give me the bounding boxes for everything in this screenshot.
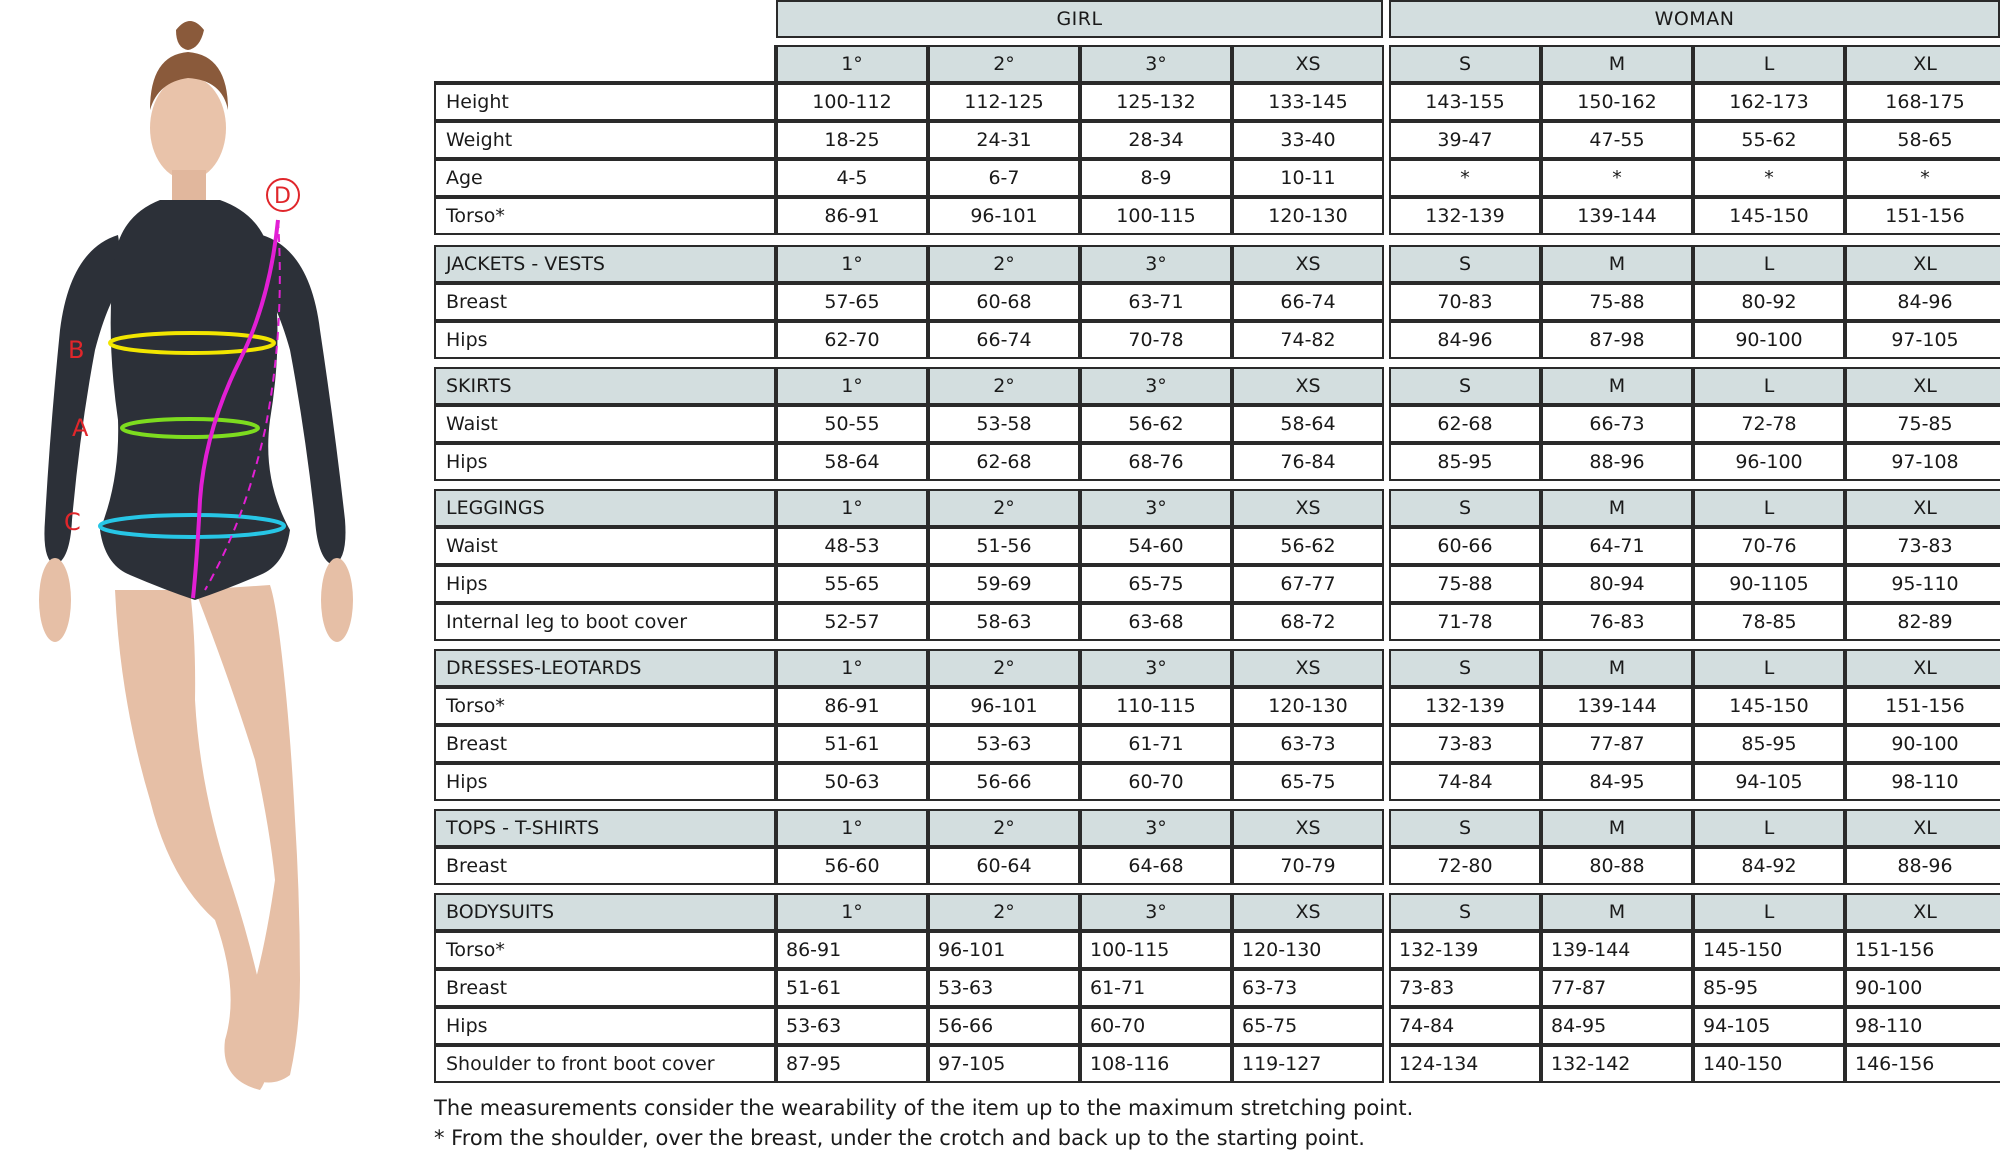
value-cell: 95-110 [1845,565,2000,603]
value-cell: 73-83 [1845,527,2000,565]
size-header: XL [1845,649,2000,687]
size-header: 3° [1080,489,1232,527]
value-cell: 84-96 [1389,321,1541,359]
value-cell: 61-71 [1080,969,1232,1007]
value-cell: 74-82 [1232,321,1384,359]
value-cell: 94-105 [1693,1007,1845,1045]
size-header: S [1389,45,1541,83]
value-cell: 120-130 [1232,197,1384,235]
value-cell: 28-34 [1080,121,1232,159]
size-header: M [1541,489,1693,527]
value-cell: 97-105 [928,1045,1080,1083]
model-neck [172,170,206,200]
value-cell: 146-156 [1845,1045,2000,1083]
value-cell: 145-150 [1693,931,1845,969]
size-header: 2° [928,893,1080,931]
value-cell: 51-56 [928,527,1080,565]
value-cell: 51-61 [776,969,928,1007]
size-header: M [1541,245,1693,283]
row-label: Hips [434,763,776,801]
value-cell: 48-53 [776,527,928,565]
value-cell: 145-150 [1693,687,1845,725]
value-cell: 66-73 [1541,405,1693,443]
value-cell: 76-84 [1232,443,1384,481]
value-cell: 52-57 [776,603,928,641]
value-cell: 56-66 [928,1007,1080,1045]
value-cell: 87-95 [776,1045,928,1083]
value-cell: 162-173 [1693,83,1845,121]
row-label: Breast [434,283,776,321]
value-cell: 143-155 [1389,83,1541,121]
value-cell: 139-144 [1541,197,1693,235]
size-header: L [1693,367,1845,405]
marker-a: A [72,414,89,442]
value-cell: 86-91 [776,197,928,235]
value-cell: 119-127 [1232,1045,1384,1083]
value-cell: 84-95 [1541,1007,1693,1045]
value-cell: 150-162 [1541,83,1693,121]
note-stretch: The measurements consider the wearability of the item up to the maximum stretching point. [434,1096,1414,1120]
value-cell: 77-87 [1541,969,1693,1007]
value-cell: 72-80 [1389,847,1541,885]
size-header: 3° [1080,809,1232,847]
value-cell: 59-69 [928,565,1080,603]
value-cell: 88-96 [1541,443,1693,481]
value-cell: 100-115 [1080,931,1232,969]
value-cell: 112-125 [928,83,1080,121]
size-header: 3° [1080,649,1232,687]
value-cell: 70-79 [1232,847,1384,885]
value-cell: * [1541,159,1693,197]
model-left-hand [39,558,71,642]
size-header: 2° [928,367,1080,405]
value-cell: 85-95 [1693,969,1845,1007]
section-header-label: TOPS - T-SHIRTS [434,809,776,847]
value-cell: * [1389,159,1541,197]
value-cell: 96-101 [928,197,1080,235]
row-label: Hips [434,1007,776,1045]
size-header: XL [1845,45,2000,83]
size-header: 1° [776,367,928,405]
value-cell: 61-71 [1080,725,1232,763]
value-cell: 78-85 [1693,603,1845,641]
notes [434,1093,1413,1153]
value-cell: 77-87 [1541,725,1693,763]
value-cell: 60-64 [928,847,1080,885]
size-header: L [1693,893,1845,931]
size-header: 2° [928,649,1080,687]
size-header: 1° [776,649,928,687]
size-header: 1° [776,489,928,527]
value-cell: 84-92 [1693,847,1845,885]
value-cell: 75-88 [1541,283,1693,321]
size-header: L [1693,649,1845,687]
row-label: Breast [434,725,776,763]
value-cell: 60-70 [1080,763,1232,801]
value-cell: 60-66 [1389,527,1541,565]
size-header: XS [1232,45,1384,83]
size-header: 2° [928,45,1080,83]
size-header: 2° [928,489,1080,527]
value-cell: 85-95 [1693,725,1845,763]
value-cell: 66-74 [928,321,1080,359]
value-cell: 6-7 [928,159,1080,197]
value-cell: 168-175 [1845,83,2000,121]
value-cell: 86-91 [776,931,928,969]
size-header: L [1693,45,1845,83]
value-cell: 64-68 [1080,847,1232,885]
value-cell: 133-145 [1232,83,1384,121]
group-woman: WOMAN [1389,0,2000,38]
value-cell: 74-84 [1389,763,1541,801]
marker-d: D [274,184,291,209]
size-header: L [1693,809,1845,847]
value-cell: 54-60 [1080,527,1232,565]
size-header: L [1693,489,1845,527]
value-cell: 151-156 [1845,931,2000,969]
value-cell: 62-68 [928,443,1080,481]
value-cell: 71-78 [1389,603,1541,641]
model-legs [115,585,300,1090]
value-cell: 62-68 [1389,405,1541,443]
model-figure [0,0,430,1153]
size-header: XL [1845,367,2000,405]
row-label: Breast [434,847,776,885]
size-header: M [1541,45,1693,83]
model-right-hand [321,558,353,642]
row-label: Weight [434,121,776,159]
value-cell: 56-62 [1080,405,1232,443]
size-header: XL [1845,245,2000,283]
value-cell: 96-101 [928,687,1080,725]
note-torso: * From the shoulder, over the breast, under the crotch and back up to the starting point. [434,1126,1365,1150]
row-label: Torso* [434,687,776,725]
value-cell: 72-78 [1693,405,1845,443]
row-label: Torso* [434,197,776,235]
row-label: Hips [434,321,776,359]
size-header: 1° [776,45,928,83]
value-cell: 90-100 [1845,969,2000,1007]
size-header: 3° [1080,45,1232,83]
section-header-label: JACKETS - VESTS [434,245,776,283]
value-cell: 51-61 [776,725,928,763]
size-header: M [1541,893,1693,931]
value-cell: 4-5 [776,159,928,197]
group-girl: GIRL [776,0,1383,38]
size-header: XS [1232,245,1384,283]
value-cell: 53-63 [928,725,1080,763]
value-cell: 108-116 [1080,1045,1232,1083]
size-header: M [1541,809,1693,847]
value-cell: 88-96 [1845,847,2000,885]
size-header: S [1389,809,1541,847]
value-cell: 58-64 [776,443,928,481]
size-header: 3° [1080,245,1232,283]
value-cell: 63-68 [1080,603,1232,641]
value-cell: 68-76 [1080,443,1232,481]
value-cell: 120-130 [1232,931,1384,969]
value-cell: 90-100 [1845,725,2000,763]
size-header: 3° [1080,893,1232,931]
value-cell: 100-115 [1080,197,1232,235]
value-cell: 58-63 [928,603,1080,641]
size-header: XS [1232,809,1384,847]
row-label: Hips [434,443,776,481]
value-cell: 47-55 [1541,121,1693,159]
value-cell: 98-110 [1845,763,2000,801]
value-cell: 120-130 [1232,687,1384,725]
marker-b: B [68,336,85,364]
size-header: XS [1232,649,1384,687]
section-header-label: LEGGINGS [434,489,776,527]
value-cell: 132-139 [1389,931,1541,969]
value-cell: 86-91 [776,687,928,725]
size-header: 1° [776,245,928,283]
value-cell: 64-71 [1541,527,1693,565]
value-cell: 80-88 [1541,847,1693,885]
value-cell: 68-72 [1232,603,1384,641]
row-label: Shoulder to front boot cover [434,1045,776,1083]
value-cell: 87-98 [1541,321,1693,359]
value-cell: 65-75 [1080,565,1232,603]
size-header: M [1541,367,1693,405]
size-header: XL [1845,809,2000,847]
size-header: XS [1232,367,1384,405]
value-cell: 65-75 [1232,763,1384,801]
value-cell: 56-60 [776,847,928,885]
row-label: Internal leg to boot cover [434,603,776,641]
value-cell: 84-96 [1845,283,2000,321]
value-cell: 132-139 [1389,197,1541,235]
section-header-label: DRESSES-LEOTARDS [434,649,776,687]
value-cell: 90-1105 [1693,565,1845,603]
size-header: M [1541,649,1693,687]
size-header: S [1389,649,1541,687]
value-cell: 80-94 [1541,565,1693,603]
value-cell: 53-63 [928,969,1080,1007]
value-cell: 85-95 [1389,443,1541,481]
value-cell: 96-100 [1693,443,1845,481]
value-cell: 70-76 [1693,527,1845,565]
row-label: Age [434,159,776,197]
value-cell: 60-68 [928,283,1080,321]
row-label: Hips [434,565,776,603]
section-header-label: BODYSUITS [434,893,776,931]
size-header: 1° [776,809,928,847]
value-cell: 100-112 [776,83,928,121]
value-cell: 39-47 [1389,121,1541,159]
value-cell: 76-83 [1541,603,1693,641]
value-cell: 24-31 [928,121,1080,159]
value-cell: 132-139 [1389,687,1541,725]
marker-c: C [64,508,81,536]
value-cell: 139-144 [1541,931,1693,969]
value-cell: 84-95 [1541,763,1693,801]
value-cell: 8-9 [1080,159,1232,197]
value-cell: 97-108 [1845,443,2000,481]
value-cell: 53-58 [928,405,1080,443]
section-header-label [434,45,776,83]
size-header: XS [1232,893,1384,931]
value-cell: * [1693,159,1845,197]
value-cell: 82-89 [1845,603,2000,641]
value-cell: 70-78 [1080,321,1232,359]
value-cell: 67-77 [1232,565,1384,603]
value-cell: 55-62 [1693,121,1845,159]
value-cell: 63-71 [1080,283,1232,321]
value-cell: 145-150 [1693,197,1845,235]
value-cell: 66-74 [1232,283,1384,321]
value-cell: 33-40 [1232,121,1384,159]
size-header: 2° [928,245,1080,283]
model-illustration [0,0,430,1153]
value-cell: 56-62 [1232,527,1384,565]
value-cell: 80-92 [1693,283,1845,321]
value-cell: 94-105 [1693,763,1845,801]
value-cell: 53-63 [776,1007,928,1045]
value-cell: 151-156 [1845,197,2000,235]
value-cell: 70-83 [1389,283,1541,321]
value-cell: 60-70 [1080,1007,1232,1045]
value-cell: 73-83 [1389,969,1541,1007]
value-cell: 57-65 [776,283,928,321]
value-cell: 63-73 [1232,969,1384,1007]
model-head [150,76,226,180]
section-header-label: SKIRTS [434,367,776,405]
size-header: 3° [1080,367,1232,405]
value-cell: 139-144 [1541,687,1693,725]
size-header: XL [1845,893,2000,931]
value-cell: 73-83 [1389,725,1541,763]
value-cell: 65-75 [1232,1007,1384,1045]
value-cell: 75-88 [1389,565,1541,603]
value-cell: 58-65 [1845,121,2000,159]
row-label: Waist [434,527,776,565]
row-label: Height [434,83,776,121]
row-label: Torso* [434,931,776,969]
size-header: S [1389,893,1541,931]
size-header: 1° [776,893,928,931]
value-cell: 55-65 [776,565,928,603]
value-cell: 62-70 [776,321,928,359]
value-cell: 75-85 [1845,405,2000,443]
value-cell: 58-64 [1232,405,1384,443]
value-cell: 10-11 [1232,159,1384,197]
size-header: 2° [928,809,1080,847]
size-header: S [1389,489,1541,527]
value-cell: 90-100 [1693,321,1845,359]
size-header: XS [1232,489,1384,527]
value-cell: 98-110 [1845,1007,2000,1045]
value-cell: 110-115 [1080,687,1232,725]
value-cell: 140-150 [1693,1045,1845,1083]
size-header: L [1693,245,1845,283]
value-cell: 151-156 [1845,687,2000,725]
value-cell: 56-66 [928,763,1080,801]
value-cell: 124-134 [1389,1045,1541,1083]
value-cell: 132-142 [1541,1045,1693,1083]
value-cell: 18-25 [776,121,928,159]
value-cell: * [1845,159,2000,197]
value-cell: 50-55 [776,405,928,443]
value-cell: 125-132 [1080,83,1232,121]
value-cell: 63-73 [1232,725,1384,763]
value-cell: 74-84 [1389,1007,1541,1045]
row-label: Waist [434,405,776,443]
value-cell: 96-101 [928,931,1080,969]
value-cell: 97-105 [1845,321,2000,359]
model-torso [100,200,290,600]
value-cell: 50-63 [776,763,928,801]
size-header: S [1389,245,1541,283]
row-label: Breast [434,969,776,1007]
size-header: S [1389,367,1541,405]
size-header: XL [1845,489,2000,527]
